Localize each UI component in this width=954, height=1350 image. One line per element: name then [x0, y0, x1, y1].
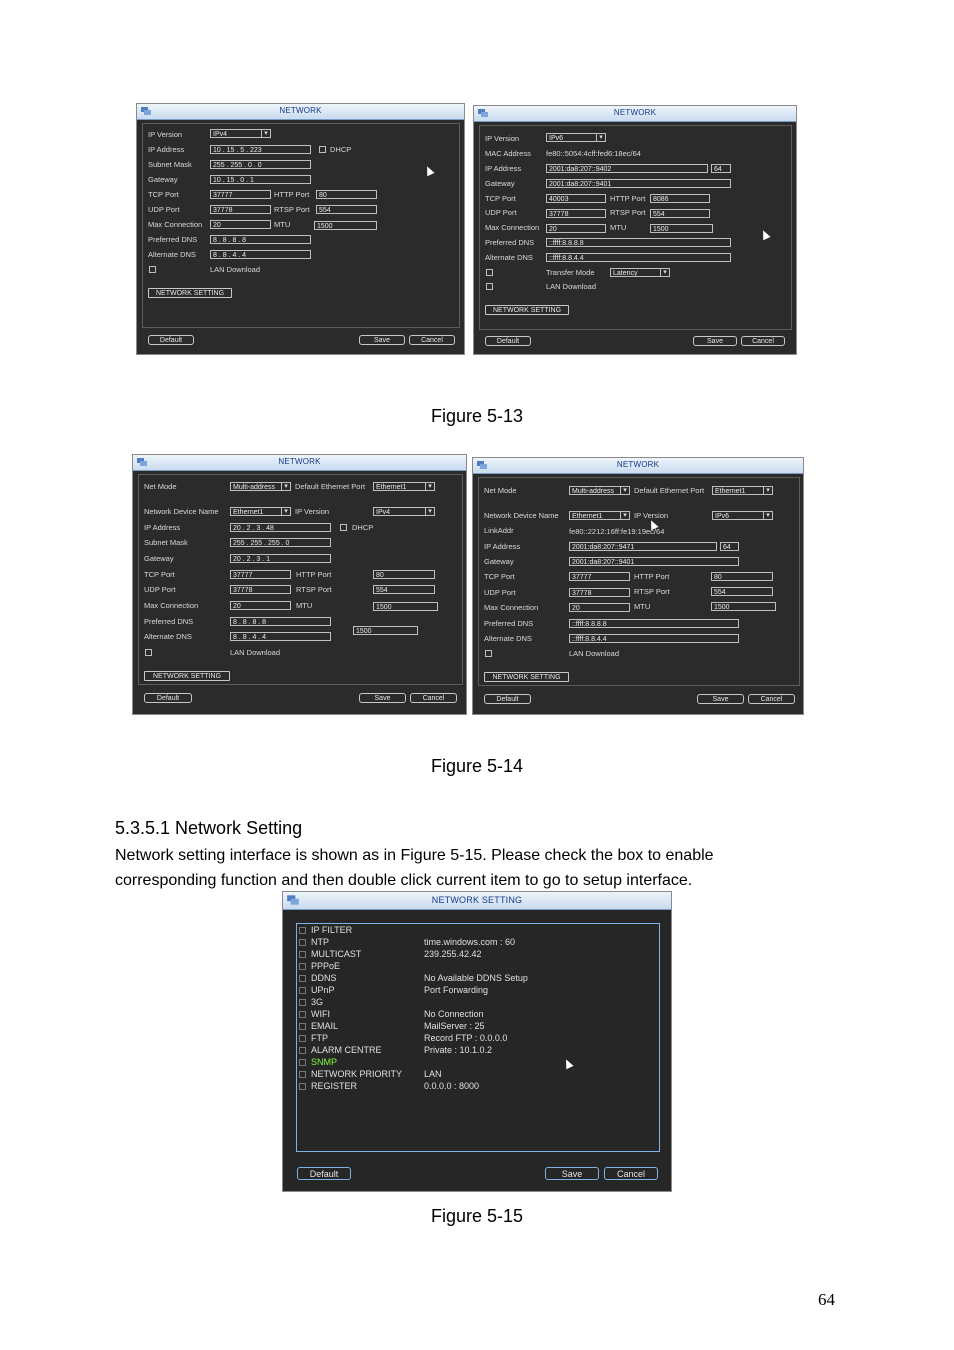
- ip-version-label: IP Version: [295, 507, 330, 516]
- preferred-dns-field[interactable]: ::ffff:8.8.8.8: [546, 238, 731, 247]
- save-button[interactable]: Save: [693, 336, 737, 346]
- setting-item-label[interactable]: EMAIL: [311, 1021, 339, 1031]
- gateway-field[interactable]: 2001:da8:207::9401: [546, 179, 731, 188]
- cancel-button[interactable]: Cancel: [748, 694, 795, 704]
- label-gateway: Gateway: [148, 175, 178, 184]
- transfer-mode-checkbox[interactable]: [486, 269, 493, 276]
- lan-download-label: LAN Download: [230, 648, 281, 657]
- title-bar: [473, 458, 803, 474]
- http-port-label: HTTP Port: [634, 572, 670, 581]
- lan-download-label: LAN Download: [569, 649, 620, 658]
- window-title: NETWORK: [279, 106, 322, 115]
- device-name-select[interactable]: Ethernet1 ▾: [230, 507, 291, 516]
- setting-checkbox[interactable]: [299, 1011, 306, 1018]
- cancel-button[interactable]: Cancel: [604, 1167, 658, 1180]
- ip-version-select[interactable]: IPv6 ▾: [712, 511, 773, 520]
- rtsp-port-label: RTSP Port: [296, 585, 332, 594]
- preferred-dns-field[interactable]: 8 . 8 . 8 . 8: [230, 617, 331, 626]
- mtu-label: MTU: [274, 220, 291, 229]
- setting-checkbox[interactable]: [299, 987, 306, 994]
- save-button[interactable]: Save: [697, 694, 744, 704]
- setting-item-value: LAN: [424, 1069, 442, 1079]
- title-bar: [283, 892, 671, 910]
- subnet-mask-field[interactable]: 255 . 255 . 255 . 0: [230, 538, 331, 547]
- ip-version-select[interactable]: IPv4 ▾: [373, 507, 435, 516]
- setting-checkbox[interactable]: [299, 939, 306, 946]
- label-subnet-mask: Subnet Mask: [144, 538, 188, 547]
- setting-checkbox[interactable]: [299, 999, 306, 1006]
- default-ethernet-select[interactable]: Ethernet1 ▾: [712, 486, 773, 495]
- lan-download-checkbox[interactable]: [485, 650, 492, 657]
- ip-address-field[interactable]: 2001:da8:207::9402: [546, 164, 708, 173]
- label-net-mode: Net Mode: [144, 482, 177, 491]
- setting-item-label[interactable]: FTP: [311, 1033, 328, 1043]
- gateway-field[interactable]: 2001:da8:207::9401: [569, 557, 739, 566]
- label-link-addr: LinkAddr: [484, 526, 514, 535]
- mtu-field[interactable]: 1500: [650, 224, 713, 233]
- preferred-dns-field[interactable]: 8 . 8 . 8 . 8: [210, 235, 311, 244]
- lan-download-label: LAN Download: [210, 265, 261, 274]
- ip-version-select[interactable]: IPv6 ▾: [546, 133, 606, 142]
- mtu-field[interactable]: 1500: [711, 602, 776, 611]
- rtsp-port-field[interactable]: 554: [711, 587, 773, 596]
- setting-item-label[interactable]: REGISTER: [311, 1081, 358, 1091]
- rtsp-port-field[interactable]: 554: [650, 209, 710, 218]
- setting-item-label[interactable]: IP FILTER: [311, 925, 353, 935]
- section-heading: 5.3.5.1 Network Setting: [115, 818, 303, 838]
- rtsp-port-label: RTSP Port: [274, 205, 310, 214]
- http-port-field[interactable]: 80: [711, 572, 773, 581]
- network-setting-button[interactable]: NETWORK SETTING: [485, 305, 569, 315]
- max-connection-field[interactable]: 20: [230, 601, 291, 610]
- network-setting-button[interactable]: NETWORK SETTING: [484, 672, 569, 682]
- setting-checkbox[interactable]: [299, 963, 306, 970]
- setting-item-label[interactable]: NTP: [311, 937, 329, 947]
- max-connection-field[interactable]: 20: [210, 220, 271, 229]
- setting-checkbox[interactable]: [299, 1047, 306, 1054]
- label-udp-port: UDP Port: [148, 205, 180, 214]
- http-port-field[interactable]: 8086: [650, 194, 710, 203]
- label-device-name: Network Device Name: [144, 507, 219, 516]
- setting-item-label[interactable]: PPPoE: [311, 961, 341, 971]
- default-button[interactable]: Default: [148, 335, 194, 345]
- setting-checkbox[interactable]: [299, 1083, 306, 1090]
- label-tcp-port: TCP Port: [144, 570, 175, 579]
- label-udp-port: UDP Port: [484, 588, 516, 597]
- lan-download-checkbox[interactable]: [145, 649, 152, 656]
- udp-port-field[interactable]: 37778: [230, 585, 291, 594]
- label-max-connection: Max Connection: [484, 603, 539, 612]
- content-frame: [138, 474, 463, 685]
- label-preferred-dns: Preferred DNS: [484, 619, 534, 628]
- mtu-field-secondary[interactable]: 1500: [353, 626, 418, 635]
- rtsp-port-field[interactable]: 554: [373, 585, 435, 594]
- label-alternate-dns: Alternate DNS: [484, 634, 532, 643]
- default-ethernet-label: Default Ethernet Port: [634, 486, 705, 495]
- default-ethernet-label: Default Ethernet Port: [295, 482, 366, 491]
- label-max-connection: Max Connection: [148, 220, 203, 229]
- http-port-label: HTTP Port: [610, 194, 646, 203]
- default-button[interactable]: Default: [485, 336, 531, 346]
- rtsp-port-label: RTSP Port: [634, 587, 670, 596]
- label-ip-address: IP Address: [144, 523, 181, 532]
- page-number: 64: [818, 1290, 835, 1309]
- figure-caption: Figure 5-13: [430, 406, 524, 426]
- alternate-dns-field[interactable]: 8 . 8 . 4 . 4: [210, 250, 311, 259]
- setting-item-value: 239.255.42.42: [424, 949, 482, 959]
- dhcp-label: DHCP: [352, 523, 374, 532]
- fig15-window: [282, 891, 672, 1192]
- window-title: NETWORK: [616, 460, 660, 469]
- setting-item-value: MailServer : 25: [424, 1021, 485, 1031]
- udp-port-field[interactable]: 37778: [210, 205, 271, 214]
- link-addr-value: fe80::2212:16ff:fe19:19ec/64: [569, 527, 665, 536]
- fig13-left-window: [136, 103, 465, 355]
- transfer-mode-label: Transfer Mode: [546, 268, 595, 277]
- gateway-field[interactable]: 10 . 15 . 0 . 1: [210, 175, 311, 184]
- label-udp-port: UDP Port: [144, 585, 176, 594]
- setting-checkbox[interactable]: [299, 1071, 306, 1078]
- window-title: NETWORK: [613, 108, 657, 117]
- rtsp-port-field[interactable]: 554: [316, 205, 377, 214]
- setting-checkbox[interactable]: [299, 975, 306, 982]
- preferred-dns-field[interactable]: ::ffff:8.8.8.8: [569, 619, 739, 628]
- label-gateway: Gateway: [144, 554, 174, 563]
- label-tcp-port: TCP Port: [484, 572, 515, 581]
- http-port-field[interactable]: 80: [373, 570, 435, 579]
- label-subnet-mask: Subnet Mask: [148, 160, 192, 169]
- cancel-button[interactable]: Cancel: [410, 693, 457, 703]
- device-name-select[interactable]: Ethernet1 ▾: [569, 511, 630, 520]
- save-button[interactable]: Save: [359, 335, 405, 345]
- tcp-port-field[interactable]: 37777: [230, 570, 291, 579]
- label-tcp-port: TCP Port: [148, 190, 179, 199]
- setting-checkbox[interactable]: [299, 1023, 306, 1030]
- label-device-name: Network Device Name: [484, 511, 559, 520]
- setting-item-label[interactable]: 3G: [311, 997, 324, 1007]
- label-ip-address: IP Address: [484, 542, 521, 551]
- label-udp-port: UDP Port: [485, 208, 517, 217]
- setting-item-value: time.windows.com : 60: [424, 937, 516, 947]
- window-title: NETWORK SETTING: [431, 895, 523, 905]
- gateway-field[interactable]: 20 . 2 . 3 . 1: [230, 554, 331, 563]
- prefix-field[interactable]: 64: [720, 542, 739, 551]
- tcp-port-field[interactable]: 40003: [546, 194, 606, 203]
- net-mode-select[interactable]: Multi-address ▾: [569, 486, 630, 495]
- dhcp-checkbox[interactable]: [340, 524, 347, 531]
- default-button[interactable]: Default: [484, 694, 531, 704]
- label-ip-version: IP Version: [485, 134, 520, 143]
- label-gateway: Gateway: [484, 557, 514, 566]
- max-connection-field[interactable]: 20: [569, 603, 630, 612]
- network-setting-button[interactable]: NETWORK SETTING: [148, 288, 232, 298]
- figure-caption: Figure 5-14: [430, 756, 524, 776]
- setting-checkbox[interactable]: [299, 1059, 306, 1066]
- save-button[interactable]: Save: [545, 1167, 599, 1180]
- save-button[interactable]: Save: [359, 693, 406, 703]
- setting-item-label[interactable]: DDNS: [311, 973, 337, 983]
- setting-item-value: 0.0.0.0 : 8000: [424, 1081, 480, 1091]
- label-ip-version: IP Version: [148, 130, 183, 139]
- transfer-mode-select[interactable]: Latency ▾: [610, 268, 670, 277]
- setting-item-label[interactable]: SNMP: [311, 1057, 338, 1067]
- net-mode-select[interactable]: Multi-address ▾: [230, 482, 291, 491]
- udp-port-field[interactable]: 37778: [569, 588, 630, 597]
- label-mac-address: MAC Address: [485, 149, 531, 158]
- setting-checkbox[interactable]: [299, 1035, 306, 1042]
- cancel-button[interactable]: Cancel: [741, 336, 785, 346]
- label-ip-address: IP Address: [485, 164, 522, 173]
- fig14-left-window: [132, 454, 467, 715]
- figure-caption: Figure 5-15: [430, 1206, 524, 1226]
- mtu-field[interactable]: 1500: [314, 221, 377, 230]
- ip-address-field[interactable]: 20 . 2 . 3 . 48: [230, 523, 331, 532]
- default-button[interactable]: Default: [144, 693, 192, 703]
- default-ethernet-select[interactable]: Ethernet1 ▾: [373, 482, 435, 491]
- title-bar: [474, 106, 796, 122]
- setting-item-value: No Available DDNS Setup: [424, 973, 528, 983]
- label-preferred-dns: Preferred DNS: [144, 617, 194, 626]
- ip-version-select[interactable]: IPv4 ▾: [210, 129, 271, 138]
- network-setting-button[interactable]: NETWORK SETTING: [144, 671, 230, 681]
- subnet-mask-field[interactable]: 255 . 255 . 0 . 0: [210, 160, 311, 169]
- alternate-dns-field[interactable]: 8 . 8 . 4 . 4: [230, 632, 331, 641]
- label-alternate-dns: Alternate DNS: [144, 632, 192, 641]
- content-frame: [478, 477, 800, 686]
- fig13-right-window: [473, 105, 797, 355]
- tcp-port-field[interactable]: 37777: [569, 572, 630, 581]
- setting-checkbox[interactable]: [299, 927, 306, 934]
- title-bar: [133, 455, 466, 471]
- ip-version-label: IP Version: [634, 511, 669, 520]
- setting-item-label[interactable]: ALARM CENTRE: [311, 1045, 382, 1055]
- label-alternate-dns: Alternate DNS: [148, 250, 196, 259]
- tcp-port-field[interactable]: 37777: [210, 190, 271, 199]
- setting-item-value: Private : 10.1.0.2: [424, 1045, 493, 1055]
- dhcp-label: DHCP: [330, 145, 352, 154]
- label-preferred-dns: Preferred DNS: [485, 238, 535, 247]
- mtu-label: MTU: [634, 602, 651, 611]
- prefix-field[interactable]: 64: [711, 164, 731, 173]
- http-port-field[interactable]: 80: [316, 190, 377, 199]
- setting-item-label[interactable]: WIFI: [311, 1009, 330, 1019]
- default-button[interactable]: Default: [297, 1167, 351, 1180]
- label-ip-address: IP Address: [148, 145, 185, 154]
- setting-item-label[interactable]: UPnP: [311, 985, 335, 995]
- mtu-label: MTU: [610, 223, 627, 232]
- alternate-dns-field[interactable]: ::ffff:8.8.4.4: [569, 634, 739, 643]
- mtu-label: MTU: [296, 601, 313, 610]
- alternate-dns-field[interactable]: ::ffff:8.8.4.4: [546, 253, 731, 262]
- setting-item-label[interactable]: NETWORK PRIORITY: [311, 1069, 403, 1079]
- max-connection-field[interactable]: 20: [546, 224, 606, 233]
- rtsp-port-label: RTSP Port: [610, 208, 646, 217]
- ip-address-field[interactable]: 10 . 15 . 5 . 223: [210, 145, 311, 154]
- setting-item-value: Port Forwarding: [424, 985, 489, 995]
- lan-download-checkbox[interactable]: [149, 266, 156, 273]
- udp-port-field[interactable]: 37778: [546, 209, 606, 218]
- ip-address-field[interactable]: 2001:da8:207::9471: [569, 542, 717, 551]
- label-net-mode: Net Mode: [484, 486, 517, 495]
- fig14-right-window: [472, 457, 804, 715]
- setting-checkbox[interactable]: [299, 951, 306, 958]
- lan-download-label: LAN Download: [546, 282, 597, 291]
- label-preferred-dns: Preferred DNS: [148, 235, 198, 244]
- label-tcp-port: TCP Port: [485, 194, 516, 203]
- lan-download-checkbox[interactable]: [486, 283, 493, 290]
- setting-item-value: No Connection: [424, 1009, 484, 1019]
- mtu-field[interactable]: 1500: [373, 602, 438, 611]
- label-max-connection: Max Connection: [485, 223, 540, 232]
- label-alternate-dns: Alternate DNS: [485, 253, 533, 262]
- section-paragraph: Network setting interface is shown as in Figure 5-15. Please check the box to enable corresponding function and then double click current item to go to setup interface.: [115, 847, 714, 889]
- window-title: NETWORK: [278, 457, 321, 466]
- http-port-label: HTTP Port: [274, 190, 310, 199]
- http-port-label: HTTP Port: [296, 570, 332, 579]
- mac-address-value: fe80::5054:4cff:fed6:18ec/64: [546, 149, 641, 158]
- label-gateway: Gateway: [485, 179, 515, 188]
- setting-item-label[interactable]: MULTICAST: [311, 949, 362, 959]
- setting-item-value: Record FTP : 0.0.0.0: [424, 1033, 508, 1043]
- title-bar: [137, 104, 464, 120]
- dhcp-checkbox[interactable]: [319, 146, 326, 153]
- cancel-button[interactable]: Cancel: [409, 335, 455, 345]
- label-max-connection: Max Connection: [144, 601, 199, 610]
